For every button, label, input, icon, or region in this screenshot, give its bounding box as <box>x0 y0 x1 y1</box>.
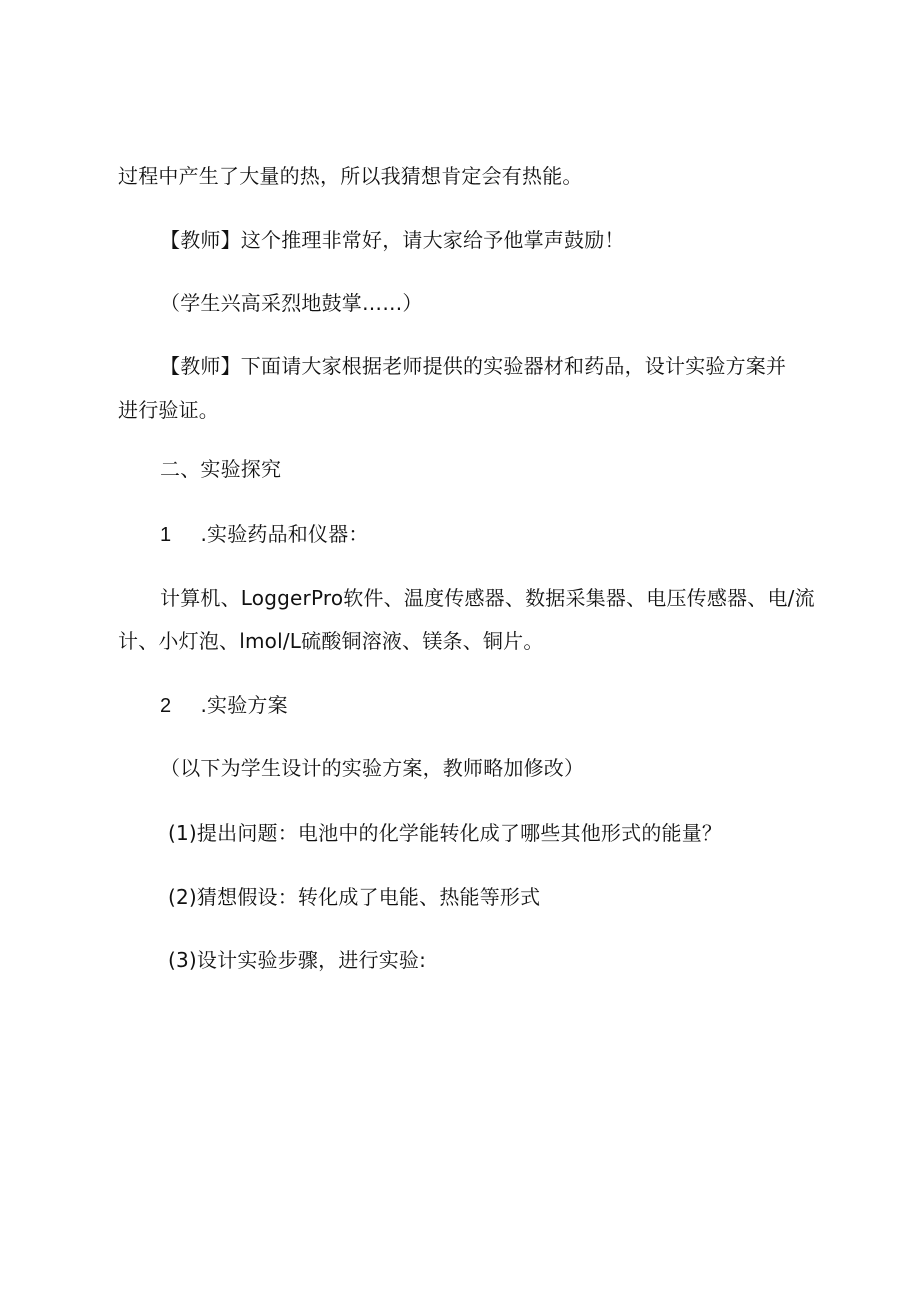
section-title: 二、实验探究 <box>160 457 282 481</box>
teacher-instruction-line-1: 【教师】下面请大家根据老师提供的实验器材和药品，设计实验方案并 <box>160 354 787 378</box>
materials-line-2: 计、小灯泡、lmol/L硫酸铜溶液、镁条、铜片。 <box>118 629 544 653</box>
student-applause-note: （学生兴高采烈地鼓掌……） <box>160 291 423 315</box>
step-1: (1)提出问题：电池中的化学能转化成了哪些其他形式的能量？ <box>168 821 723 845</box>
item-1-text: .实验药品和仪器： <box>200 522 369 546</box>
item-1-number: 1 <box>160 524 172 546</box>
step-2: (2)猜想假设：转化成了电能、热能等形式 <box>168 885 541 909</box>
item-1-heading <box>160 522 369 547</box>
paragraph-continuation: 过程中产生了大量的热，所以我猜想肯定会有热能。 <box>118 164 583 188</box>
teacher-praise-paragraph: 【教师】这个推理非常好，请大家给予他掌声鼓励！ <box>160 228 625 252</box>
item-2-text: .实验方案 <box>200 693 288 717</box>
teacher-instruction-line-2: 进行验证。 <box>118 398 219 422</box>
item-2-heading <box>160 693 288 718</box>
design-note: （以下为学生设计的实验方案，教师略加修改） <box>160 756 585 780</box>
step-3: (3)设计实验步骤，进行实验: <box>168 948 427 972</box>
item-2-number: 2 <box>160 695 172 717</box>
materials-line-1: 计算机、LoggerPro软件、温度传感器、数据采集器、电压传感器、电/流 <box>160 586 815 610</box>
